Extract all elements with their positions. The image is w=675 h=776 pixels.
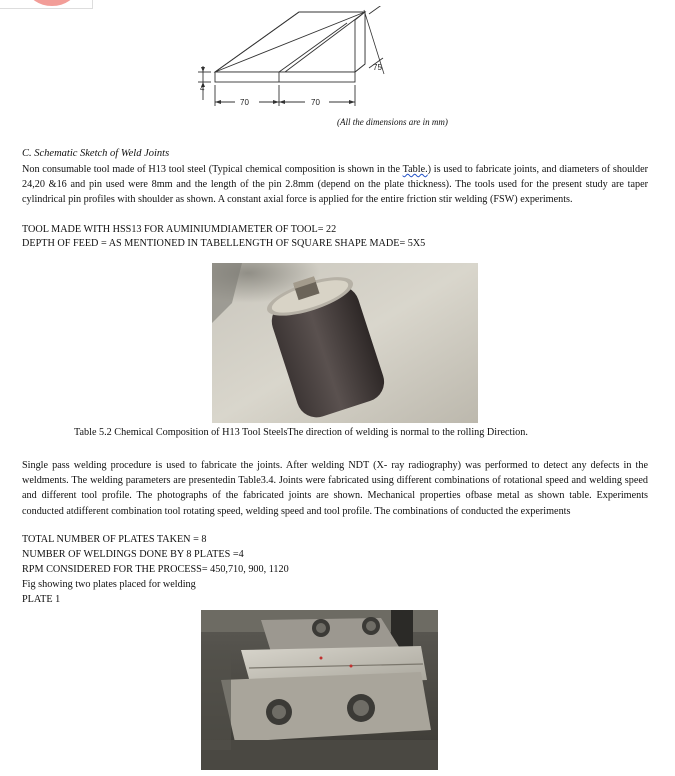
tool-description-paragraph: Non consumable tool made of H13 tool steel (Typical chemical composition is shown in the Table.) is used to fabricate joints, and diameters of shoulder 24,20 &16 and pin used were 8mm and the length of the pin 2.8mm (depend on the plate thickness). The tools used for the present study are taper cylindrical pin profiles with shoulder as shown. A constant axial force is applied for the entire friction stir welding (FSW) experiments.	[22, 164, 649, 205]
welding-procedure-paragraph: Single pass welding procedure is used to fabricate the joints. After welding NDT (X- ray radiography) was performed to detect any defects in the weldments. The welding parameters are presentedin Table3.4. Joints were fabricated using different combinations of rotational speed and welding speed and different tool profile. The photographs of the fabricated joints are shown. Mechanical properties ofbase metal as shown table. Experiments conducted atdifferent combination tool rotating speed, welding speed and tool profile. The combinations of conducted the experiments	[22, 460, 648, 517]
weldings-line: NUMBER OF WELDINGS DONE BY 8 PLATES =4	[22, 549, 244, 560]
plates-photo	[201, 610, 438, 770]
tool-material-line: TOOL MADE WITH HSS13 FOR AUMINIUMDIAMETER OF TOOL= 22	[22, 224, 337, 235]
plate-label: PLATE 1	[22, 594, 61, 605]
dim-width-right-label: 70	[311, 98, 320, 107]
fig-caption-line: Fig showing two plates placed for welding	[22, 579, 196, 590]
dimension-note: (All the dimensions are in mm)	[337, 117, 448, 127]
corner-box-fragment	[0, 0, 93, 9]
dim-thickness-label: 4	[200, 84, 205, 93]
dim-width-left-label: 70	[240, 98, 249, 107]
length-dimension-line	[330, 8, 390, 88]
tool-photo	[212, 263, 478, 423]
table-caption: Table 5.2 Chemical Composition of H13 Tool SteelsThe direction of welding is normal to the rolling Direction.	[74, 427, 528, 438]
section-heading: C. Schematic Sketch of Weld Joints	[22, 148, 170, 159]
rpm-line: RPM CONSIDERED FOR THE PROCESS= 450,710, 900, 1120	[22, 564, 289, 575]
table-reference-link: Table.	[402, 164, 428, 175]
total-plates-line: TOTAL NUMBER OF PLATES TAKEN = 8	[22, 534, 207, 545]
depth-of-feed-line: DEPTH OF FEED = AS MENTIONED IN TABELLENGTH OF SQUARE SHAPE MADE= 5X5	[22, 238, 426, 249]
dim-length-label: 75	[373, 63, 382, 72]
